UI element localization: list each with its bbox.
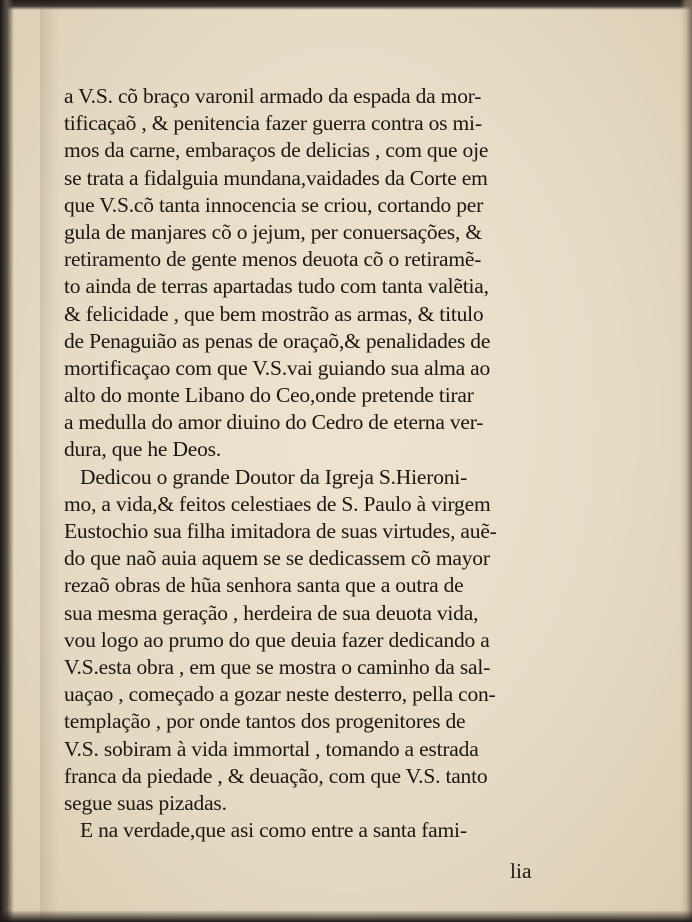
text-line: franca da piedade , & deuação, com que V.S. tanto [64, 763, 488, 788]
text-line: sua mesma geração , herdeira de sua deuota vida, [64, 600, 479, 625]
text-line: vou logo ao prumo do que deuia fazer dedicando a [64, 627, 490, 652]
text-line: tificaçaõ , & penitencia fazer guerra contra os mi- [64, 111, 482, 136]
text-line: gula de manjares cõ o jejum, per conuersações, & [64, 219, 482, 244]
text-line: mortificaçao com que V.S.vai guiando sua alma ao [64, 355, 491, 380]
text-line: V.S.esta obra , em que se mostra o caminho da sal- [64, 654, 491, 679]
text-line: rezaõ obras de hũa senhora santa que a outra de [64, 573, 464, 598]
text-line: a V.S. cõ braço varonil armado da espada da mor- [64, 84, 482, 108]
page-edge-right [680, 0, 692, 922]
text-line: dura, que he Deos. [64, 437, 221, 462]
text-line: mo, a vida,& feitos celestiaes de S. Paulo à virgem [64, 491, 491, 516]
text-line: uaçao , começado a gozar neste desterro, pella con- [64, 682, 496, 707]
page-gutter-shadow [40, 0, 58, 922]
body-text [64, 83, 554, 844]
page-edge-top [0, 0, 692, 10]
text-line: mos da carne, embaraços de delicias , com que oje [64, 138, 489, 163]
paragraph-3 [64, 817, 554, 844]
text-line: alto do monte Libano do Ceo,onde pretende tirar [64, 383, 474, 408]
text-line: de Penaguião as penas de oraçaõ,& penalidades de [64, 328, 491, 353]
text-line: a medulla do amor diuino do Cedro de eterna ver- [64, 410, 484, 435]
text-line: V.S. sobiram à vida immortal , tomando a estrada [64, 736, 479, 761]
catchword: lia [510, 859, 532, 883]
text-line: se trata a fidalguia mundana,vaidades da Corte em [64, 165, 488, 190]
text-line: segue suas pizadas. [64, 790, 227, 815]
text-line: Eustochio sua filha imitadora de suas virtudes, auẽ- [64, 519, 497, 543]
text-line: & felicidade , que bem mostrão as armas, & titulo [64, 301, 484, 326]
paragraph-1 [64, 83, 554, 464]
text-line: retiramento de gente menos deuota cõ o retiramẽ- [64, 247, 482, 272]
text-line: E na verdade,que asi como entre a santa fami- [80, 818, 467, 843]
paragraph-2 [64, 464, 554, 817]
text-line: do que naõ auia aquem se se dedicassem cõ mayor [64, 546, 490, 571]
page-edge-left [0, 0, 14, 922]
text-line: Dedicou o grande Doutor da Igreja S.Hieroni- [80, 464, 468, 489]
text-line: templação , por onde tantos dos progenitores de [64, 709, 466, 734]
page-edge-bottom [0, 910, 692, 922]
text-line: to ainda de terras apartadas tudo com tanta valẽtia, [64, 274, 489, 299]
text-line: que V.S.cõ tanta innocencia se criou, cortando per [64, 192, 484, 217]
